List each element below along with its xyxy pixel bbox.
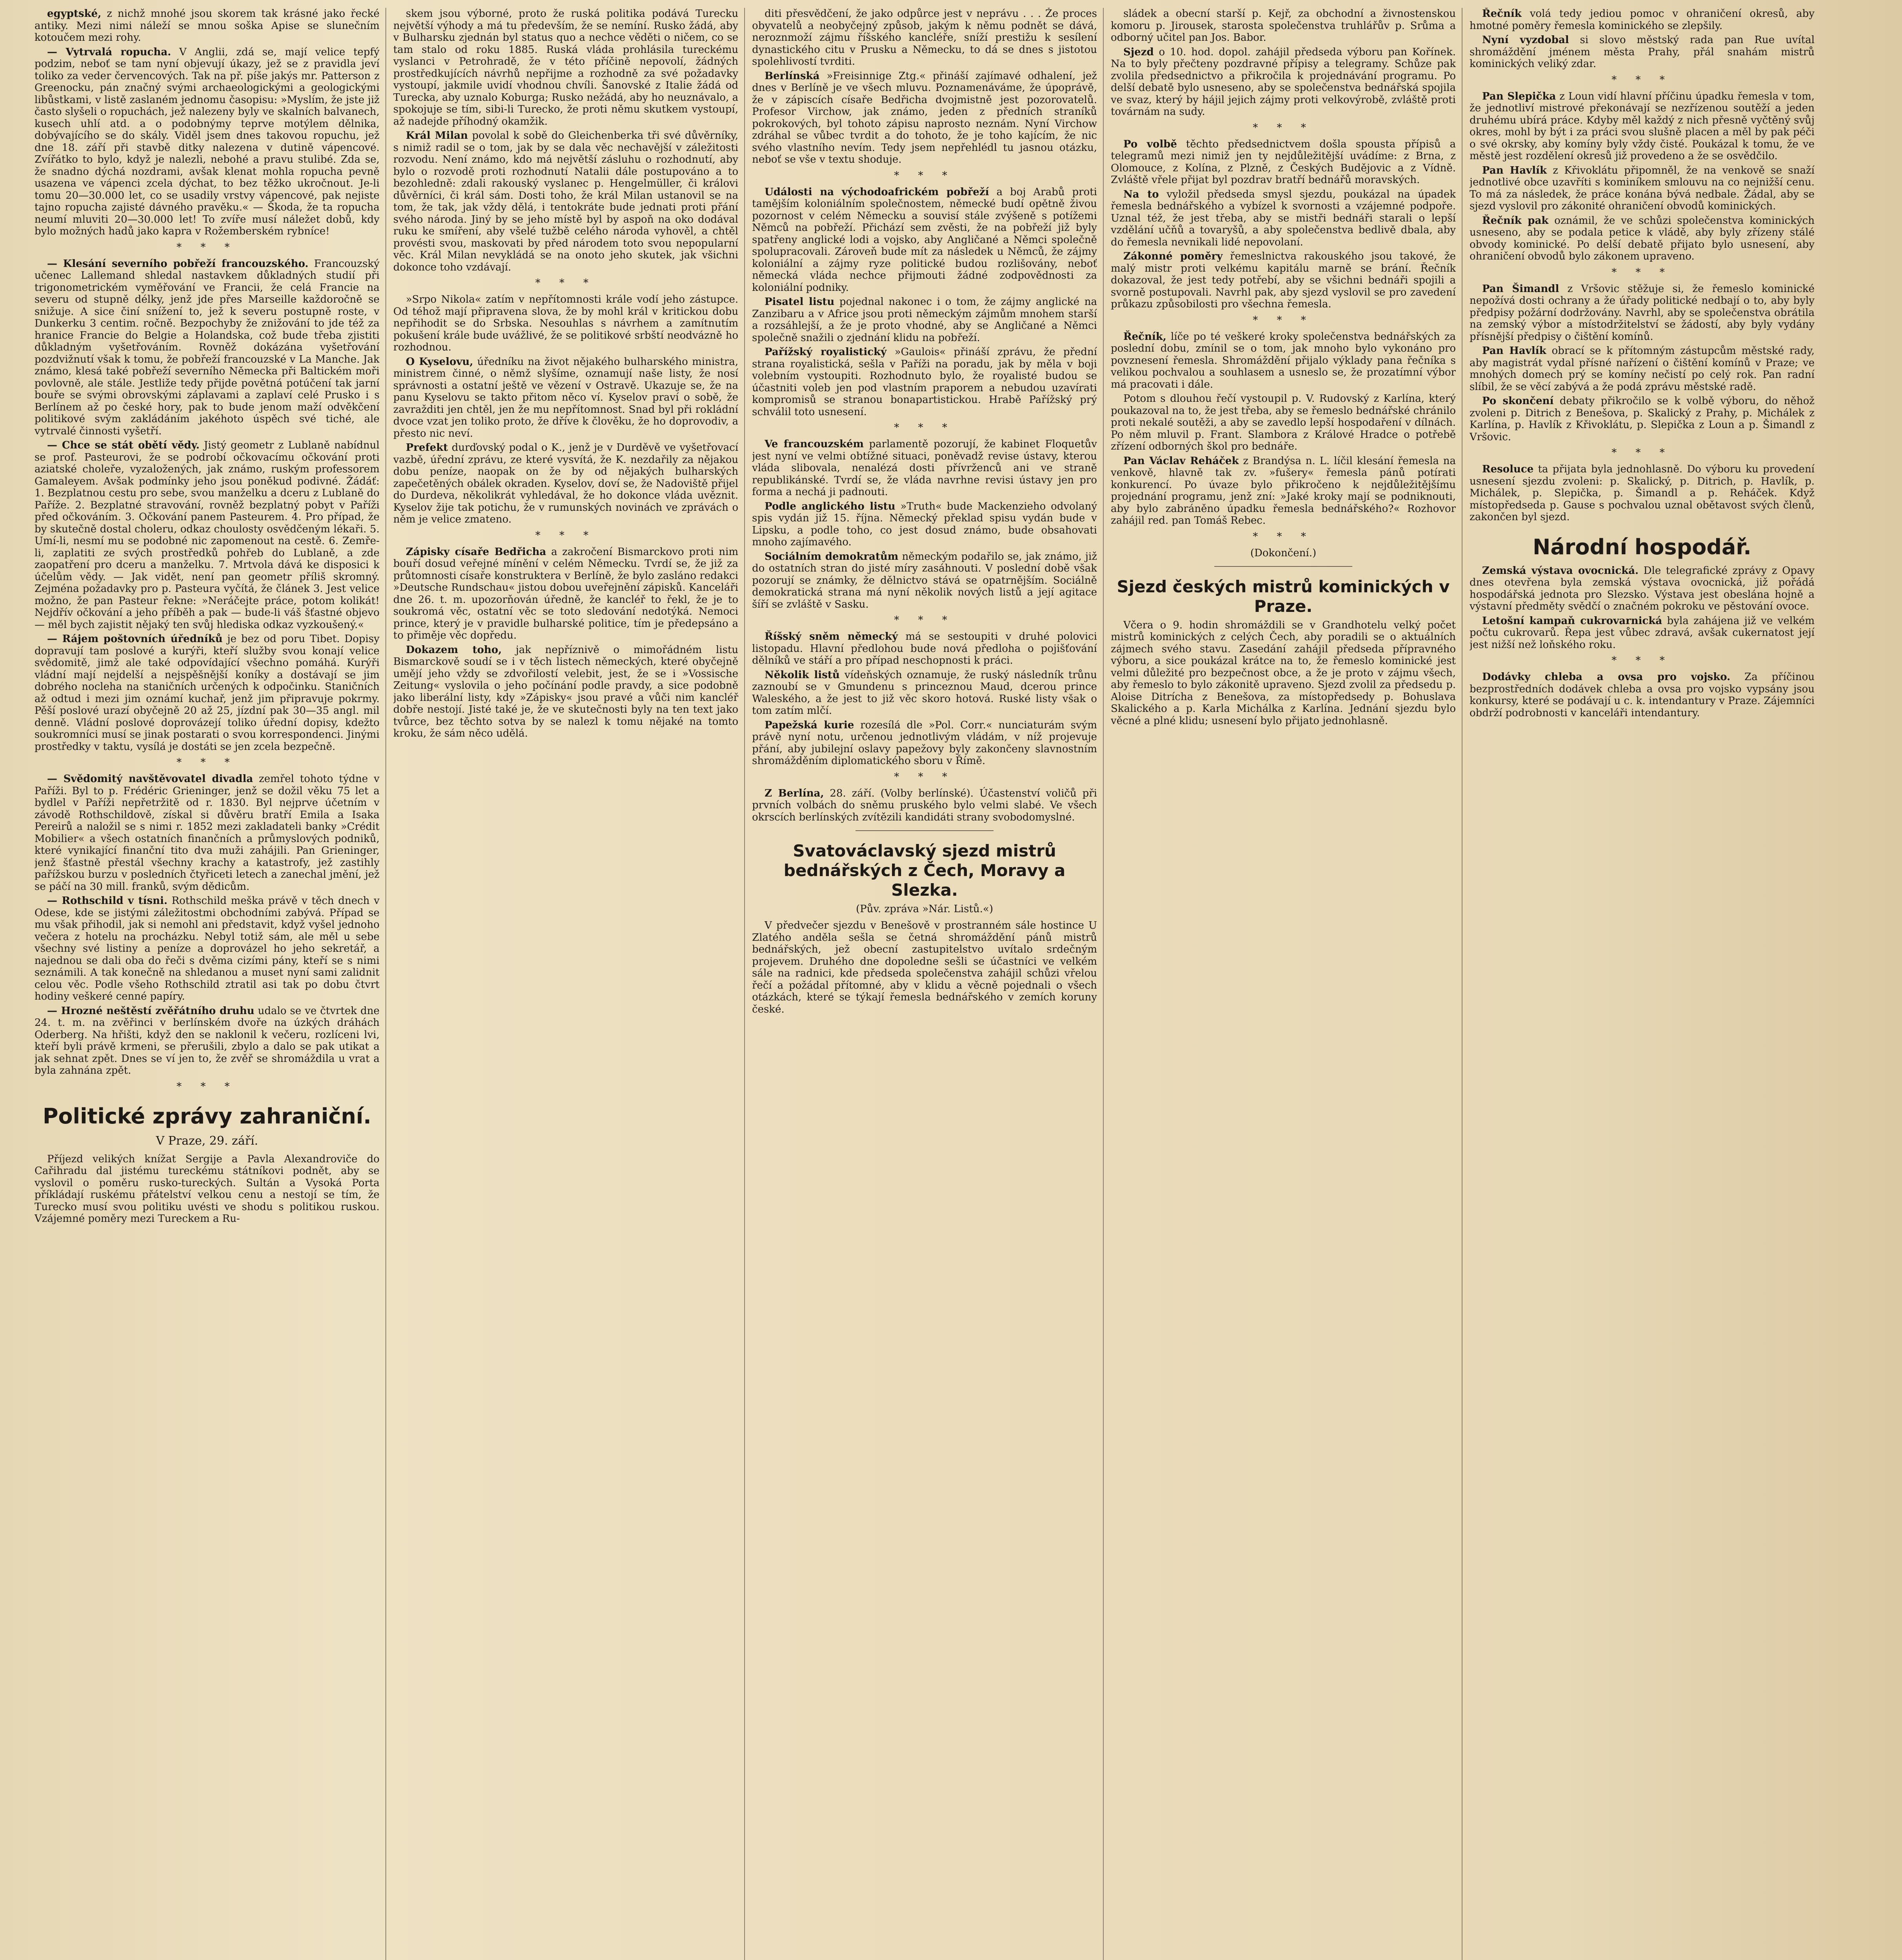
article-paragraph: [1470, 565, 1815, 613]
article-lead: Pan Václav Reháček: [1123, 455, 1239, 467]
politics-dateline: V Praze, 29. září.: [156, 1134, 258, 1148]
article-paragraph: [1470, 34, 1815, 70]
asterism-separator: * * *: [1253, 122, 1314, 134]
article-paragraph: [752, 669, 1097, 717]
column-2: [393, 8, 738, 1960]
article-text: je bez od poru Tibet. Dopisy dopravují tam poslové a kurýři, kteří služby svou konají velice svědomitě, jimž ale také odpovídající všechno pomáhá. Kurýři vládní mají nejdelší a nejspěšnější koníky a dostávají se jim dobrého nocleha na staničních určených k odpočinku. Staničních až odtud i mezi jim oznámí kuchař, jenž jim připravuje pokrmy. Pěší poslové urazí obyčejně 20 až 25, jízdní pak 30—35 angl. mil denně. Vládní poslové doprovázejí toliko úřední dopisy, kdežto soukromníci musí se jinak postarati o svou korrespondenci. Jinými prostředky v taktu, vysílá je dostáti se jen zcela bezpečně.: [35, 633, 380, 753]
article-text: z Loun vidí hlavní příčinu úpadku řemesla v tom, že jednotliví mistrové překonávají se nezřízenou soutěží a jeden druhému ubírá práce. Kdyby měl každý z nich přesně vyčtěný svůj okres, mohl by být i za práci svou slušně placen a měl by pak péči o své okrsky, aby komíny byly vždy čisté. Poukázal k tomu, že ve městě jest rozdělení okresů již provedeno a že se osvědčilo.: [1470, 90, 1815, 162]
column-4: [1111, 8, 1456, 1960]
article-paragraph: [1111, 393, 1456, 453]
article-lead: Pan Šimandl: [1482, 283, 1559, 295]
article-paragraph: [1111, 331, 1456, 391]
coopers-congress-title: Svatováclavský sjezd mistrů bednářských z Čech, Moravy a Slezka.: [783, 841, 1066, 900]
article-paragraph: [752, 438, 1097, 498]
asterism-separator: * * *: [1611, 74, 1673, 86]
article-paragraph: [1470, 615, 1815, 651]
article-paragraph: [752, 186, 1097, 294]
article-text: diti přesvědčení, že jako odpůrce jest v neprávu . . . Že proces obyvatelů a neobyčejný způsob, jakým k němu podnět se dává, neroznmoží zájmu říšského kancléře, sníží prestižu k sesílení dynastického citu v Prusku a Německu, to dá se dnes s jistotou spolehlivostí tvrditi.: [752, 8, 1097, 67]
article-paragraph: [1111, 189, 1456, 249]
article-paragraph: [1470, 91, 1815, 162]
article-text: z Vršovic stěžuje si, že řemeslo kominické nepožívá dosti ochrany a že úřady politické nedbají o to, aby byly předpisy požární dodržovány. Navrhl, aby se společenstva obrátila na zemský výbor a místodržitelství se žádostí, aby byly vydány přísnější předpisy o čištění komínů.: [1470, 283, 1815, 343]
section-separator: [856, 830, 994, 831]
article-lead: Papežská kurie: [765, 719, 854, 731]
article-lead: Sjezd: [1123, 46, 1154, 58]
article-text: byla zahájena již ve velkém počtu cukrovarů. Řepa jest vůbec zdravá, avšak cukernatost její jest nižší než loňského roku.: [1470, 615, 1815, 651]
article-lead: Zápisky císaře Bedřicha: [406, 546, 546, 558]
asterism-separator: * * *: [1253, 314, 1314, 326]
coopers-congress-source: (Pův. zpráva »Nár. Listů.«): [856, 903, 993, 915]
article-paragraph: [1470, 463, 1815, 523]
article-text: oznámil, že ve schůzi společenstva kominických usneseno, aby se podala petice k vládě, aby byly zřízeny stálé obvody kominické. Po delší debatě přijato bylo usnesení, aby ohraničení obvodů bylo zákonem upraveno.: [1470, 214, 1815, 262]
article-text: Jistý geometr z Lublaně nabídnul se prof. Pasteurovi, že se podrobí očkovacímu očkování proti aziatské choleře, vyzaložených, jak známo, ruským professorem Gamaleyem. Avšak podmínky jeho jsou poněkud podivné. Žádáť: 1. Bezplatnou cestu pro sebe, svou manželku a dceru z Lublaně do Paříže. 2. Bezplatné stravování, rovněž bezplatný pobyt v Paříži před očkováním. 3. Očkování panem Pasteurem. 4. Pro případ, že by skutečně dostal choleru, odkaz choulosty osvědčeným lékaři. 5. Umí-li, nesmí mu se podobné nic zapomenout na cestě. 6. Zemře-li, zaplatiti ze svých prostředků pohřeb do Lublaně, a zde zaopatření pro dceru a manželku. 7. Mrtvola dává ke disposici k účelům vědy. — Jak vidět, není pan geometr příliš skromný. Zejména požadavky pro p. Pasteura vyčítá, že článek 3. Jest velice možno, že pan Pasteur řekne: »Neráčejte práce, potom kolikát! Nejdřív očkování a jeho příběh a pak — bude-li váš šťastné objevo — měl bych zajistit nějaký ten svůj hlediska odkaz vyzkoušený.«: [35, 439, 380, 631]
article-text: ta přijata byla jednohlasně. Do výboru ku provedení usnesení sjezdu zvoleni: p. Skalický, p. Ditrich, p. Havlík, p. Michálek, p. Slepička, p. Šimandl a p. Reháček. Když místopředseda p. Gause s pochvalou uznal obětavost svých členů, zakončen byl sjezd.: [1470, 463, 1815, 523]
column-3-articles: [752, 8, 1097, 823]
article-text: vídeňských oznamuje, že ruský následník trůnu zaznoubí se v Gmundenu s princeznou Maud, dcerou prince Waleského, a že jest to již věc skoro hotová. Ruské listy však o tom zatím mlčí.: [752, 669, 1097, 717]
article-text: debaty přikročilo se k volbě výboru, do něhož zvoleni p. Ditrich z Benešova, p. Skalický z Prahy, p. Michálek z Karlína, p. Havlík z Křivoklátu, p. Slepička z Loun a p. Šimandl z Vršovic.: [1470, 395, 1815, 443]
article-paragraph: [752, 8, 1097, 68]
article-text: vyložil předseda smysl sjezdu, poukázal na úpadek řemesla bednářského a vybízel k svornosti a vzájemné podpoře. Uznal též, že jest třeba, aby se mistři bednáři starali o lepší vzdělání učňů a tovaryšů, a aby společenstva bedlivě dbala, aby do řemesla nevnikali lidé nepovolaní.: [1111, 188, 1456, 248]
asterism-separator: * * *: [176, 757, 238, 768]
article-paragraph: [1470, 671, 1815, 719]
article-paragraph: [35, 895, 380, 1003]
article-text: Dle telegrafické zprávy z Opavy dnes otevřena byla zemská výstava ovocnická, již pořádá hospodářská jednota pro Slezsko. Výstava jest obeslána hojně a výstavní předměty svědčí o značném pokroku ve pěstování ovoce.: [1470, 564, 1815, 612]
article-paragraph: [1470, 345, 1815, 393]
article-text: povolal k sobě do Gleichenberka tři své důvěrníky, s nimiž radil se o tom, jak by se dala věc nechavější v záležitosti rozvodu. Není známo, kdo má největší zásluhu o rozhodnutí, aby bylo o rozvodě proti rozhodnutí Natalii dále postupováno a to bezohledně: zdali rakouský vyslanec p. Hengelmüller, či královi důvěrníci, či král sám. Dosti toho, že král Milan ustanovil se na tom, že tak, jak vždy dělá, i tentokráte bude jednati proti přání svého národa. Jiný by se jeho místě byl by aspoň na oko dodával ruku ke smíření, aby všelé tužbě celého národa vyhověl, a chtěl provésti svou, maskovati by před národem toto svou nepopularní věc. Král Milan nevykládá se na onoto jeho skutek, jak všichni dokonce toho vzdávají.: [393, 130, 738, 273]
article-lead: Několik listů: [765, 669, 840, 681]
politics-section-title: Politické zprávy zahraniční.: [42, 1103, 372, 1129]
article-text: durďovský podal o K., jenž je v Durděvě ve vyšetřovací vazbě, úřední zprávu, ze které vysvítá, že K. nezdařily za nějakou dobu peníze, naopak on že by od nějakých bulharských zapečetěných obálek okraden. Kyselov, doví se, že Nadoviště přijel do Durdeva, několikrát vyhledával, že ho dokonce vláda uvěznit. Kyselov žije tak potichu, že v rumunských novinách ve zprávách o něm je velice zmateno.: [393, 442, 738, 525]
article-text: těchto předsednictvem došla spousta přípisů a telegramů mezi nimiž jen ty nejdůležitější uvádíme: z Brna, z Olomouce, z Kolína, z Plzně, z Českých Budějovic a z Vídně. Zvláště vřele přijat byl pozdrav bratří bednářů moravských.: [1111, 138, 1456, 186]
article-text: úředníku na život nějakého bulharského ministra, ministrem činné, o němž slyšíme, oznamují naše listy, že nosí správnosti a ostatní ještě ve vězení v Ostravě. Ukazuje se, že na panu Kyselovu se takto přitom něco ví. Kyselov praví o sobě, že zavražditi jen chtěl, jen že mu nepřítomnost. Snad byl při rokládní dvoce vzat jen toliko proto, že dříve k člověku, že ho doprovodiv, a přesto nic neví.: [393, 356, 738, 439]
article-paragraph: [1111, 8, 1456, 44]
article-text: volá tedy jediou pomoc v ohraničení okresů, aby hmotné poměry řemesla kominického se zlepšily.: [1470, 8, 1815, 32]
article-lead: O Kyselovu,: [406, 356, 473, 368]
asterism-separator: * * *: [1611, 266, 1673, 278]
asterism-separator: * * *: [894, 422, 955, 434]
article-paragraph: [1470, 283, 1815, 343]
asterism-separator: * * *: [535, 277, 596, 289]
article-lead: Zemská výstava ovocnická.: [1482, 564, 1639, 577]
article-text: Francouzský učenec Lallemand shledal nastavkem důkladných studií při trigonometrickém vyměřování ve Francii, že celá Francie na severu od stupně délky, jenž jde přes Marseille každoročně se snižuje. A sice činí snížení to, jež k severu postupně roste, v Dunkerku 3 centim. ročně. Bezpochyby že znižování to jde též za hranice Francie do Belgie a Holandska, což bude třeba zjistiti důkladným vyšetřováním. Rovněž dokázána vyšetřování pozdvižnutí však k tomu, že pobřeží francouzské v La Manche. Jak známo, klesá také pobřeží severního Německa při Baltickém moři povlovně, ale stále. Jestliže tedy přijde povětná potúčení tak jarní bouře se svými obrovskými záplavami a zaplaví celé Prusko i s Berlínem až po české hory, pak to bude jenom maží odvěkčení politikové svým zakládáním jakéhoto úspěch své tiché, ale vytrvalé činnosti vyšetří.: [35, 258, 380, 437]
article-paragraph: [1111, 138, 1456, 186]
article-text: Za příčinou bezprostředních dodávek chleba a ovsa pro vojsko vypsány jsou konkursy, které se podávají u c. k. intendantury v Praze. Zájemníci obdrží podrobnosti v kanceláři intendantury.: [1470, 671, 1815, 719]
article-text: řemeslnictva rakouského jsou takové, že malý mistr proti velkému kapitálu marně se brání. Řečník dokazoval, že jest tedy potřebí, aby se všichni bednáři spojili a svorně postupovali. Navrhl pak, aby sjezd vyslovil se pro zavedení průkazu způsobilosti pro všechna řemesla.: [1111, 250, 1456, 310]
article-lead: Podle anglického listu: [765, 500, 896, 512]
article-paragraph: [35, 633, 380, 753]
article-lead: Nyní vyzdobal: [1482, 34, 1569, 46]
article-paragraph: [393, 8, 738, 127]
article-lead: Sociálním demokratům: [765, 550, 899, 563]
article-text: zemřel tohoto týdne v Paříži. Byl to p. Frédéric Grieninger, jenž se dožil věku 75 let a bydlel v Paříži nepřetržitě od r. 1830. Byl nejprve účetním v závodě Rothschildově, získal si důvěru bratří Emila a Isaka Pereirů a naložil se s nimi r. 1852 mezi zakladateli banky »Crédit Mobilier« a všech ostatních finančních a průmyslových podniků, které vynikající finanční tito dva muži zahájili. Pan Grieninger, jenž šťastně přestál všechny krachy a katastrofy, jež zastihly pařížskou burzu v posledních čtyřiceti letech a zanechal jmění, jež se páčí na 30 mill. franků, svým dědicům.: [35, 773, 380, 893]
chimney-sweeps-congress-text: Včera o 9. hodin shromáždili se v Grandhotelu velký počet mistrů kominických z celých Čech, aby poradili se o aktuálních zájmech svého stavu. Zasedání zahájil předseda přípravného výboru, a sice poukázal krátce na to, že řemeslo kominické jest velmi důležité pro bezpečnost obce, a že je proto v zájmu všech, aby řemeslo to bylo zákonitě upraveno. Sjezd zvolil za předsedu p. Aloise Ditrícha z Benešova, za místopředsedy p. Bohuslava Skalického a p. Karla Michálka z Karlína. Jednání sjezdu bylo věcné a plné klidu; usnesení bylo přijato jednohlasně.: [1111, 619, 1456, 727]
article-text: z Křivoklátu připomněl, že na venkově se snaží jednotlivé obce uzavříti s kominíkem smlouvu na co nejnižší cenu. To má za následek, že práce konána bývá nedbale. Žádal, aby se sjezd vyslovil pro zákonité ohraničení obvodů kominických.: [1470, 164, 1815, 212]
article-lead: Pan Havlík: [1482, 164, 1547, 176]
article-lead: — Rothschild v tísni.: [47, 895, 168, 907]
article-text: pojednal nakonec i o tom, že zájmy anglické na Zanzibaru a v Africe jsou proti německým zájmům mnohem starší a rozsáhlejší, a že je proto vhodné, aby se Angličané a Němci společně snažili o zjednání klidu na pobřeží.: [752, 296, 1097, 344]
column-4-articles: [1111, 8, 1456, 543]
article-text: německým podařilo se, jak známo, již do ostatních stran do jisté míry zasáhnouti. V poslední době však pozorují se známky, že dělnictvo stává se opatrnějším. Sociálně demokratická strana má nyní několik nových listů a její agitace šíří se zvláště v Sasku.: [752, 550, 1097, 610]
article-paragraph: [1470, 8, 1815, 32]
article-lead: Letošní kampaň cukrovarnická: [1482, 615, 1662, 627]
article-paragraph: [393, 294, 738, 354]
asterism-separator: * * *: [1253, 530, 1314, 543]
article-text: »Truth« bude Mackenzieho odvolaný spis vydán již 15. října. Německý překlad spisu vydán bude v Lipsku, a podle toho, co jest dosud známo, bude obsahovati mnoho zajímavého.: [752, 500, 1097, 548]
article-lead: Král Milan: [406, 130, 468, 142]
article-text: »Gaulois« přináší zprávu, že přední strana royalistická, sešla v Paříži na poradu, jak by měla v boji volebním vystoupiti. Rozhodnuto bylo, že royalisté budou se účastniti voleb jen pod vlastním praporem a nebudou uzavírati kompromisů se stranou bonapartistickou. Hrabě Pařížský prý schválil toto usnesení.: [752, 346, 1097, 418]
article-lead: Berlínská: [765, 70, 820, 82]
article-paragraph: [1111, 46, 1456, 118]
article-lead: — Svědomitý navštěvovatel divadla: [47, 773, 253, 785]
article-lead: Po volbě: [1123, 138, 1177, 150]
article-lead: Zákonné poměry: [1123, 250, 1223, 262]
article-lead: Pařížský royalistický: [765, 346, 887, 358]
article-text: parlamentě pozorují, že kabinet Floquetův jest nyní ve velmi obtížné situaci, poněvadž revise ústavy, kterou vláda slibovala, nenalézá dosti přívrženců ani ve straně republikánské. Tvrdí se, že vláda navrhne revisi ústavy jen pro forma a nechá ji padnouti.: [752, 438, 1097, 498]
article-paragraph: [35, 8, 380, 44]
article-paragraph: [752, 788, 1097, 824]
continuation-note: (Dokončení.): [1250, 547, 1317, 559]
article-lead: Z Berlína,: [765, 787, 824, 799]
article-lead: Říšský sněm německý: [765, 631, 898, 642]
article-paragraph: [35, 1005, 380, 1077]
asterism-separator: * * *: [176, 1080, 238, 1093]
article-text: a boj Arabů proti tamějším koloniálním společnostem, německé budí opětně živou pozornost v celém Německu a souvisí stále zvýšeně s potížemi Němců na pobřeží. Přichází sem zvěsti, že na pobřeží již byly spatřeny anglické lodi a vojsko, aby Angličané a Němci společně spolupracovali. Zároveň bude mít za následek u Němců, že zájmy koloniální a zájmy ryze politické budou rozlišovány, neboť německá vláda nechce přijmouti žádné zodpovědnosti za koloniální podniky.: [752, 186, 1097, 294]
article-lead: Dodávky chleba a ovsa pro vojsko.: [1482, 671, 1731, 683]
article-lead: egyptské,: [47, 8, 102, 20]
article-lead: Události na východoafrickém pobřeží: [765, 186, 989, 198]
asterism-separator: * * *: [894, 614, 955, 626]
article-text: líče po té veškeré kroky společenstva bednářských za poslední dobu, zmínil se o tom, jak mnoho bylo vykonáno pro povznesení řemesla. Shromáždění přijalo výklady pana řečníka s velikou pochvalou a souhlasem a usneslo se, že prozatímní výbor má pracovati i dále.: [1111, 330, 1456, 390]
article-text: z Brandýsa n. L. líčil klesání řemesla na venkově, hlavně tak zv. »fušery« řemesla pánů potírati konkurencí. Po úvaze bylo přikročeno k nejdůležitějšímu projednání programu, jenž zní: »Jaké kroky mají se podniknouti, aby bylo zabráněno úpadku řemesla bednářského?« Rozhovor zahájil red. pan Tomáš Rebec.: [1111, 455, 1456, 526]
asterism-separator: * * *: [1611, 447, 1673, 459]
article-paragraph: [35, 773, 380, 893]
article-text: si slovo městský rada pan Rue uvítal shromáždění jménem města Prahy, přál snahám mistrů kominických veliký zdar.: [1470, 34, 1815, 70]
article-lead: Ve francouzském: [765, 438, 864, 450]
article-paragraph: [35, 46, 380, 238]
article-text: má se sestoupiti v druhé polovici listopadu. Hlavní předlohou bude nová předloha o pojišťování dělníků ve stáří a pro případ neschopnosti k práci.: [752, 631, 1097, 666]
article-text: z nichž mnohé jsou skorem tak krásné jako řecké antiky. Mezi nimi náleží se mnou soška Apise se slunečním kotoučem mezi rohy.: [35, 8, 380, 44]
asterism-separator: * * *: [894, 771, 955, 783]
column-2-articles: [393, 8, 738, 740]
article-paragraph: [752, 501, 1097, 548]
article-text: »Freisinnige Ztg.« přináší zajímavé odhalení, jež dnes v Berlíně je ve všech mluvu. Poznamenáváme, že úpoprávě, že v zápiscích císaře Bedřicha dvojmistně jest pozorovatelů. Profesor Virchow, jak známo, jeden z předních straníků pokrokových, byl tohoto zápisu naprosto neznám. Nyní Virchow zdráhal se vůbec tvrdit a do tohoto, že je toho kajícím, že nic svého vlastního nevím. Tedy jsem nepřehlédl tu jasnou otázku, neboť se vše v textu shoduje.: [752, 70, 1097, 165]
article-paragraph: [752, 631, 1097, 667]
article-paragraph: [393, 546, 738, 642]
coopers-congress-text: V předvečer sjezdu v Benešově v prostranném sále hostince U Zlatého anděla sešla se četná shromáždění pánů mistrů bednářských, jež obecní zastupitelstvo uvítalo srdečným projevem. Druhého dne dopoledne sešli se účastníci ve velkém sále na radnici, kde předseda společenstva zahájil schůzi vřelou řečí a požádal přítomné, aby v klidu a věcně pojednali o všech otázkách, které se týkají řemesla bednářského v zemích koruny české.: [752, 920, 1097, 1015]
article-lead: — Rájem poštovních úředníků: [47, 633, 223, 645]
article-paragraph: [752, 551, 1097, 611]
article-paragraph: [35, 439, 380, 631]
asterism-separator: * * *: [535, 529, 596, 541]
article-text: 28. září. (Volby berlínské). Účastenství voličů při prvních volbách do sněmu pruského bylo velmi slabé. Ve všech okrscích berlínských zvítězili kandidáti strany svobodomyslné.: [752, 787, 1097, 823]
article-paragraph: [1111, 250, 1456, 310]
article-text: V Anglii, zdá se, mají velice tepfý podzim, neboť se tam nyní objevují úkazy, jež se z pravidla jeví toliko za veder červencových. Tak na př. píše jakýs mr. Patterson z Greenocku, pán značný svými archaeologickými a geologickými libůstkami, v listě zaslaném jednomu časopisu: »Myslím, že jste již často slyšeli o ropuchách, jež nalezeny byly ve skalních balvanech, kusech uhlí atd. a o podobnýmy teprve motýlem dělnika, dobývajícího se do skály. Viděl jsem dnes takovou ropuchu, jež dne 18. září při stavbě ditky nalezena v dutině vápencové. Zvířátko to bylo, když je nalezli, nebohé a pravu stulibé. Zda se, že snadno dýchá nozdrami, avšak klenat mohla ropucha pevně usazena ve vápenci zcela dýchat, to bez těžko ukročnout. Je-li tomu 20—30.000 let, co se usadily vrstvy vápencové, pak nejiste tajno ropucha zajisté dávného pravěku.« — Škoda, že ta ropucha neumí mluviti 20—30.000 let! To zvíře musí náležet dobů, kdy bylo možných hadů jako kapra v Rožemberském rybníce!: [35, 46, 380, 237]
article-text: rozesílá dle »Pol. Corr.« nunciaturám svým právě nyní notu, určenou jednotlivým vládám, v níž projevuje přání, aby jubilejní oslavy papežovy byly zakončeny slavnostním shromážděním diplomatického sboru v Římě.: [752, 719, 1097, 767]
article-lead: Resoluce: [1482, 463, 1534, 475]
article-paragraph: [393, 356, 738, 440]
article-lead: Pan Havlík: [1482, 345, 1546, 357]
article-paragraph: [393, 442, 738, 526]
article-lead: — Chce se stát obětí vědy.: [47, 439, 200, 451]
article-paragraph: [35, 258, 380, 437]
article-paragraph: [393, 644, 738, 740]
article-paragraph: [1470, 215, 1815, 263]
article-text: Rothschild meška právě v těch dnech v Odese, kde se jistými záležitostmi obchodními zabývá. Případ se mu však přihodil, jak si nemohl ani představit, když vyšel jednoho večera z hotelu na procházku. Nebyl totiž sám, ale měl u sebe všechny své listiny a peníze a doprovázel ho jeho sekretář, a najednou se dali oba do řeči s dvěma cizími pány, kteří se s nimi seznámili. A tak konečně na shledanou a muset nyní sami zalidnit celou věc. Podle všeho Rothschild ztratil asi tak po dobu čtvrt hodiny veškeré cenné papíry.: [35, 895, 380, 1002]
column-5: [1470, 8, 1815, 1960]
article-text: skem jsou výborné, proto že ruská politika podává Turecku největší výhody a má tu především, že se nemíní. Rusko žádá, aby v Bulharsku zjednán byl status quo a nechce věděti o ničem, co se tam stalo od roku 1885. Ruská vláda prohlásila tureckému vyslanci v Petrohradě, že v této příčině nepovolí, žádných prostředkujících návrhů nepřijme a rozhodně za své požadavky vystoupí, jakmile uvidí vhodnou chvíli. Šanovské z Italie žádá od Turecka, aby uznalo Koburga; Rusko nežádá, aby ho neuznávalo, a spokojuje se tím, sibi-li Turecko, že proti němu skutkem vystoupí, až nadejde příhodný okamžik.: [393, 8, 738, 127]
asterism-separator: * * *: [176, 241, 238, 253]
article-text: »Srpo Nikola« zatím v nepřítomnosti krále vodí jeho zástupce. Od téhož mají připravena slova, že by mohl král v kritickou dobu nepřihodit se do Srbska. Nesouhlas s návrhem a zamítnutím pokušení krále bude uvážlivé, že se politikové srbští neodvázně ho rozhodnou.: [393, 294, 738, 353]
column-5-articles: [1470, 8, 1815, 523]
politics-lead-paragraph: Příjezd velikých knížat Sergije a Pavla Alexandroviče do Cařihradu dal jistému tureckému státníkovi podnět, aby se vyslovil o poměru rusko-tureckých. Sultán a Vysoká Porta příkládají ruskému přátelství velkou cenu a nestojí se tím, že Turecko musí svou politiku uvésti ve shodu s politikou ruskou. Vzájemné poměry mezi Tureckem a Ru-: [35, 1153, 380, 1225]
article-text: udalo se ve čtvrtek dne 24. t. m. na zvěřinci v berlínském dvoře na úzkých dráhách Oderberg. Na hřišti, když den se naklonil k večeru, rozlíceni lvi, kteří byli právě krmeni, se přerušili, zbylo a dalo se pak utikat a jak sehnat zpět. Dnes se ví jen to, že zvěř se shromáždila u vrat a byla zahnána zpět.: [35, 1005, 380, 1076]
column-1-articles: [35, 8, 380, 1093]
article-text: sládek a obecní starší p. Kejř, za obchodní a živnostenskou komoru p. Jirousek, starosta společenstva truhlářův p. Srůma a odborný učitel pan Jos. Babor.: [1111, 8, 1456, 44]
asterism-separator: * * *: [894, 169, 955, 181]
article-paragraph: [752, 719, 1097, 767]
article-lead: Řečník pak: [1482, 214, 1549, 227]
article-lead: — Klesání severního pobřeží francouzského.: [47, 258, 309, 270]
article-lead: Řečník,: [1123, 330, 1166, 343]
column-3: [752, 8, 1097, 1960]
section-separator: [1214, 566, 1352, 567]
article-paragraph: [752, 346, 1097, 418]
article-lead: Na to: [1123, 188, 1159, 200]
article-text: jak nepříznivě o mimořádném listu Bismarckově soudí se i v těch listech německých, které obyčejně umějí jeho vždy se zdvořilostí velebit, jest, že se i »Vossische Zeitung« vyslovila o jeho počínání podle pravdy, a sice podobně jako liberální listy, kdy »Zápisky« jsou pravé a vůči nim kancléř dobře nestojí. Jisté také je, že ve skutečnosti byly na ten text jako tvůrce, bez těchto sotva by se nalezl k tomu nějaké na tomto kroku, že sám něco udělá.: [393, 644, 738, 739]
asterism-separator: * * *: [1611, 655, 1673, 666]
column-divider: [1103, 8, 1104, 1960]
article-text: a zakročení Bismarckovo proti nim bouří dosud veřejné mínění v celém Německu. Tvrdí se, že již za průtomnosti císaře konstruktera v Berlíně, že bylo zasláno redakci »Deutsche Rundschau« jistou dobou uveřejnění zápisků. Kanceláři dne 26. t. m. upozorňován úředně, že kancléř to řekl, že je to soukromá věc, ostatní věc se toto sledování nedotýká. Nemoci prince, který je v pravidle bulharské politice, tím je předepsáno a to přiměje věc dopředu.: [393, 546, 738, 641]
article-text: obrací se k přítomným zástupcům městské rady, aby magistrát vydal přísné nařízení o čištění komínů v Praze; ve mnohých domech prý se komíny nečistí po celý rok. Pan radní slíbil, že se věcí zabývá a že podá zprávu městské radě.: [1470, 345, 1815, 393]
article-lead: — Hrozné neštěstí zvěřátního druhu: [47, 1005, 254, 1017]
article-lead: Pisatel listu: [765, 296, 835, 308]
article-lead: Pan Slepička: [1482, 90, 1556, 102]
column-divider: [385, 8, 386, 1960]
economy-section-title: Národní hospodář.: [1533, 534, 1751, 559]
article-paragraph: [1111, 455, 1456, 527]
economy-articles: [1470, 565, 1815, 719]
article-lead: Dokazem toho,: [406, 644, 502, 656]
article-paragraph: [1470, 395, 1815, 443]
article-paragraph: [752, 70, 1097, 166]
chimney-sweeps-congress-title: Sjezd českých mistrů kominických v Praze.: [1117, 577, 1450, 616]
article-lead: Prefekt: [406, 442, 448, 454]
article-lead: — Vytrvalá ropucha.: [47, 46, 171, 58]
column-1: [35, 8, 380, 1960]
article-lead: Po skončení: [1482, 395, 1554, 407]
article-lead: Řečník: [1482, 8, 1522, 20]
column-divider: [744, 8, 745, 1960]
article-paragraph: [393, 130, 738, 273]
article-paragraph: [1470, 165, 1815, 212]
article-paragraph: [752, 296, 1097, 344]
article-text: Potom s dlouhou řečí vystoupil p. V. Rudovský z Karlína, který poukazoval na to, že jest třeba, aby se řemeslo bednářské chránilo proti nekalé soutěži, a aby se zavedlo lepší hospodaření v dílnách. Po něm mluvil p. Frant. Slamborа z Králové Hradce o potřebě zřízení odborných škol pro bednáře.: [1111, 393, 1456, 452]
article-text: o 10. hod. dopol. zahájil předseda výboru pan Kořínek. Na to byly přečteny pozdravné přípisy a telegramy. Schůze pak zvolila předsednictvo a přikročila k projednávání programu. Po delší debatě bylo usneseno, aby se společenstva bednářská spojila ve svaz, který by hájil jejich zájmy proti velkovýrobě, zvláště proti továrnám na sudy.: [1111, 46, 1456, 118]
